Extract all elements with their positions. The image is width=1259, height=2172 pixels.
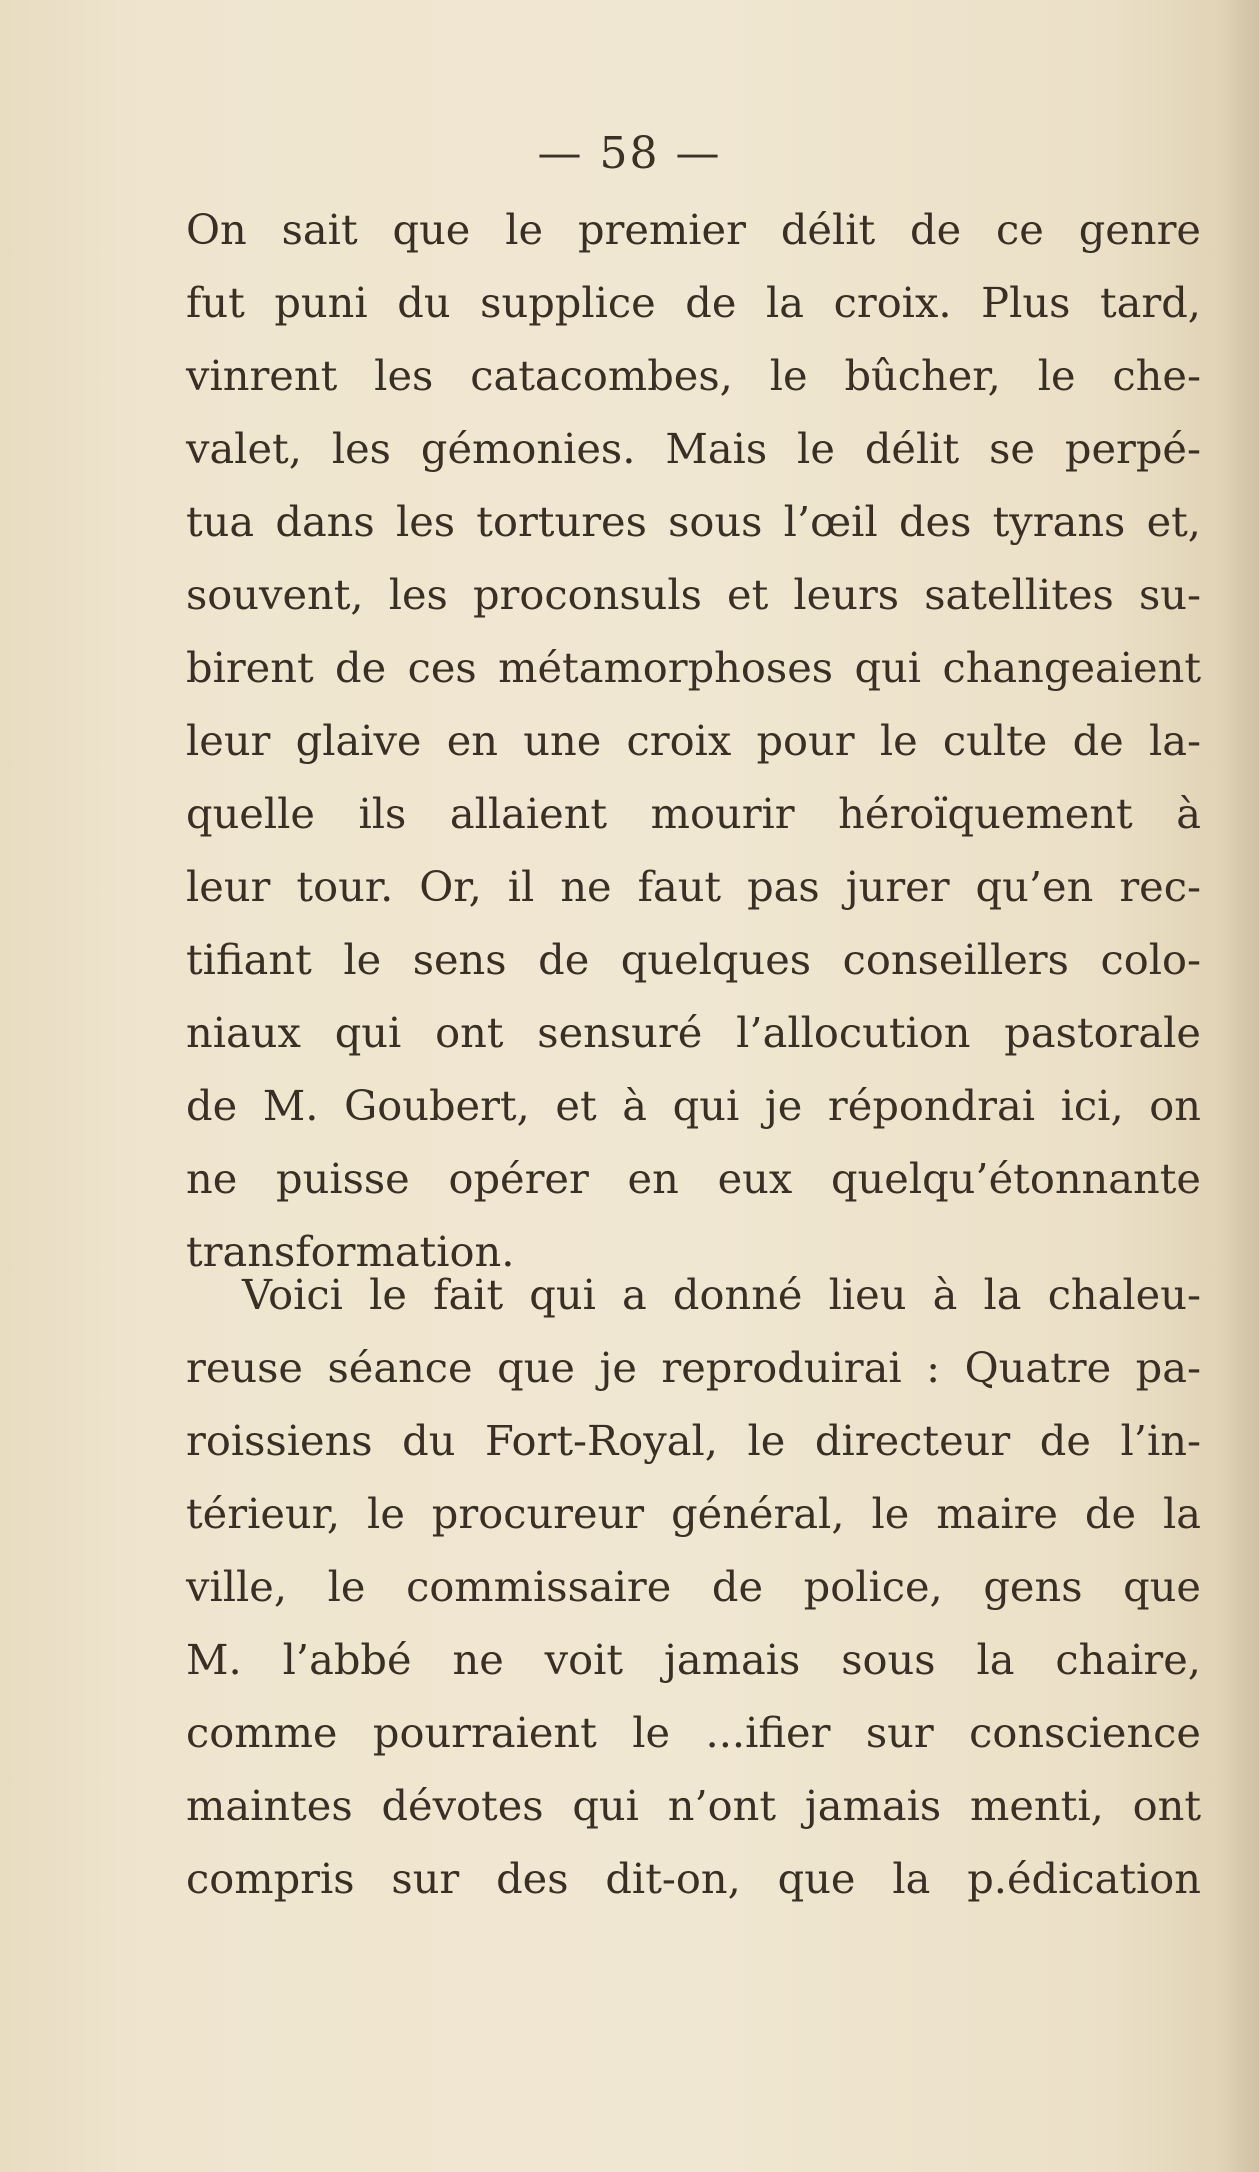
page-number: — 58 —: [537, 128, 722, 179]
text-line: fut puni du supplice de la croix. Plus tard,: [186, 278, 1201, 327]
text-line: transformation.: [186, 1227, 515, 1276]
text-line: leur tour. Or, il ne faut pas jurer qu’en rec-: [186, 862, 1201, 911]
text-line: reuse séance que je reproduirai : Quatre pa-: [186, 1343, 1201, 1392]
paragraph-2: [186, 1258, 1201, 1915]
text-line: quelle ils allaient mourir héroïquement à: [186, 789, 1201, 838]
text-line: ville, le commissaire de police, gens que: [186, 1562, 1201, 1611]
text-line: vinrent les catacombes, le bûcher, le che-: [186, 351, 1201, 400]
text-line: niaux qui ont sensuré l’allocution pastorale: [186, 1008, 1201, 1057]
text-line: On sait que le premier délit de ce genre: [186, 205, 1201, 254]
text-line: compris sur des dit-on, que la p.édication: [186, 1854, 1201, 1903]
paragraph-1: [186, 193, 1201, 1288]
text-line: comme pourraient le ...ifier sur conscience: [186, 1708, 1201, 1757]
text-line: leur glaive en une croix pour le culte de la-: [186, 716, 1201, 765]
text-line: térieur, le procureur général, le maire de la: [186, 1489, 1201, 1538]
text-line: ne puisse opérer en eux quelqu’étonnante: [186, 1154, 1201, 1203]
text-line: birent de ces métamorphoses qui changeaient: [186, 643, 1201, 692]
text-line: tua dans les tortures sous l’œil des tyrans et,: [186, 497, 1201, 546]
text-line: de M. Goubert, et à qui je répondrai ici, on: [186, 1081, 1201, 1130]
text-line: maintes dévotes qui n’ont jamais menti, ont: [186, 1781, 1201, 1830]
text-line: Voici le fait qui a donné lieu à la chaleu-: [242, 1270, 1201, 1319]
text-line: M. l’abbé ne voit jamais sous la chaire,: [186, 1635, 1201, 1684]
text-line: valet, les gémonies. Mais le délit se perpé-: [186, 424, 1201, 473]
text-line: souvent, les proconsuls et leurs satellites su-: [186, 570, 1201, 619]
text-line: tifiant le sens de quelques conseillers colo-: [186, 935, 1201, 984]
text-line: roissiens du Fort-Royal, le directeur de l’in-: [186, 1416, 1201, 1465]
